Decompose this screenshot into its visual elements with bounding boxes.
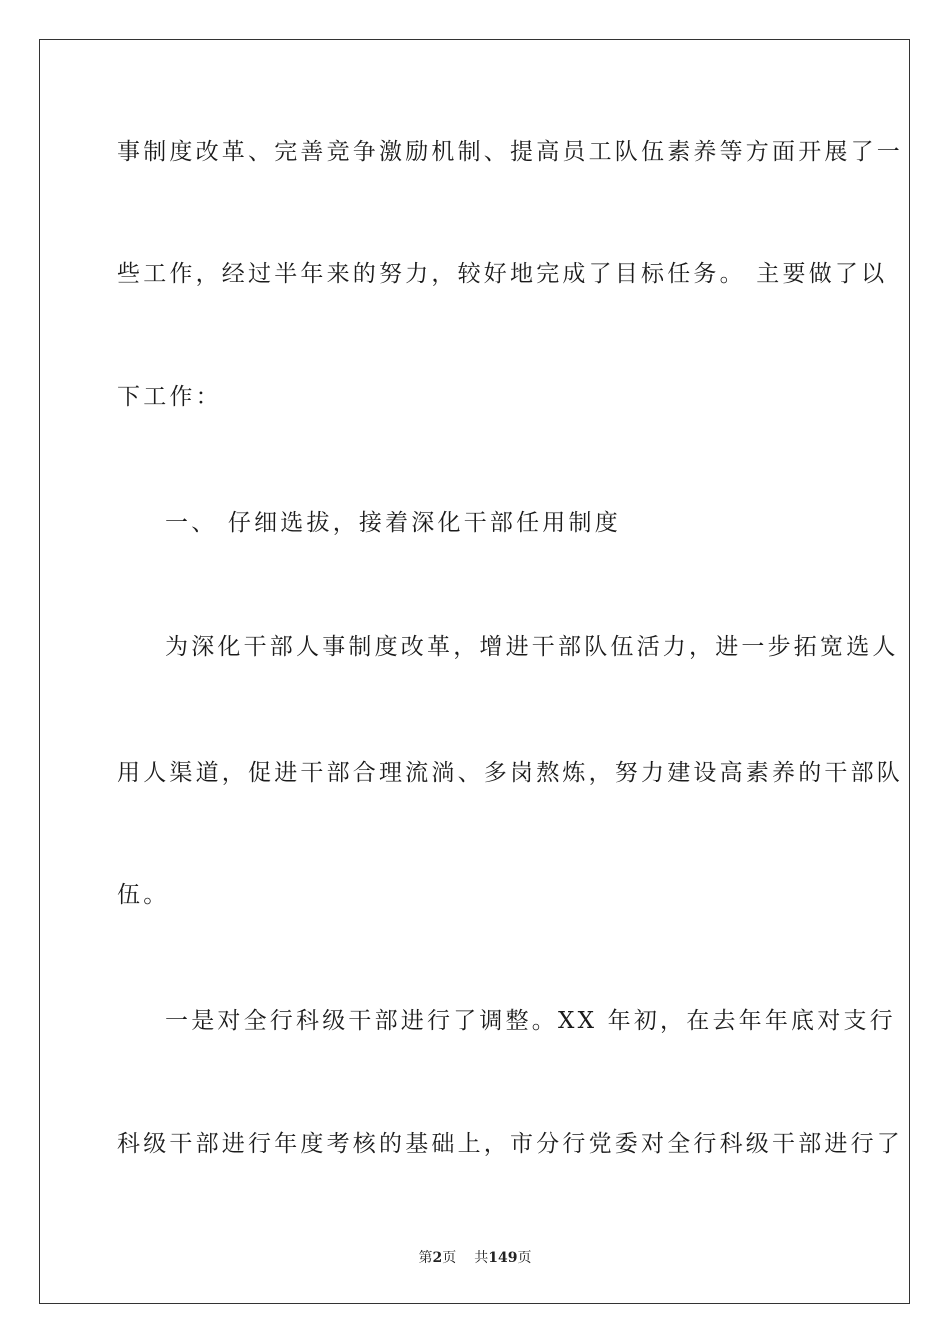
paragraph-line: 一是对全行科级干部进行了调整。XX 年初，在去年年底对支行 [165,1008,896,1034]
total-pages: 149 [488,1250,518,1266]
total-label-prefix: 共 [474,1250,489,1266]
section-heading: 一、 仔细选拔，接着深化干部任用制度 [165,510,621,536]
paragraph-line: 事制度改革、完善竞争激励机制、提高员工队伍素养等方面开展了一 [117,139,903,165]
paragraph-line: 伍。 [117,882,170,908]
paragraph-line: 些工作，经过半年来的努力，较好地完成了目标任务。 主要做了以 [117,261,888,287]
page-number: 2 [432,1250,443,1266]
page-footer [0,1247,950,1267]
paragraph-line: 下工作： [117,384,222,410]
paragraph-line: 用人渠道，促进干部合理流淌、多岗熬炼，努力建设高素养的干部队 [117,760,903,786]
page-label-suffix: 页 [442,1250,457,1266]
total-label-suffix: 页 [517,1250,532,1266]
page-border [39,39,910,1304]
page-label-prefix: 第 [418,1250,433,1266]
paragraph-line: 科级干部进行年度考核的基础上，市分行党委对全行科级干部进行了 [117,1131,903,1157]
paragraph-line: 为深化干部人事制度改革，增进干部队伍活力，进一步拓宽选人 [165,634,899,660]
